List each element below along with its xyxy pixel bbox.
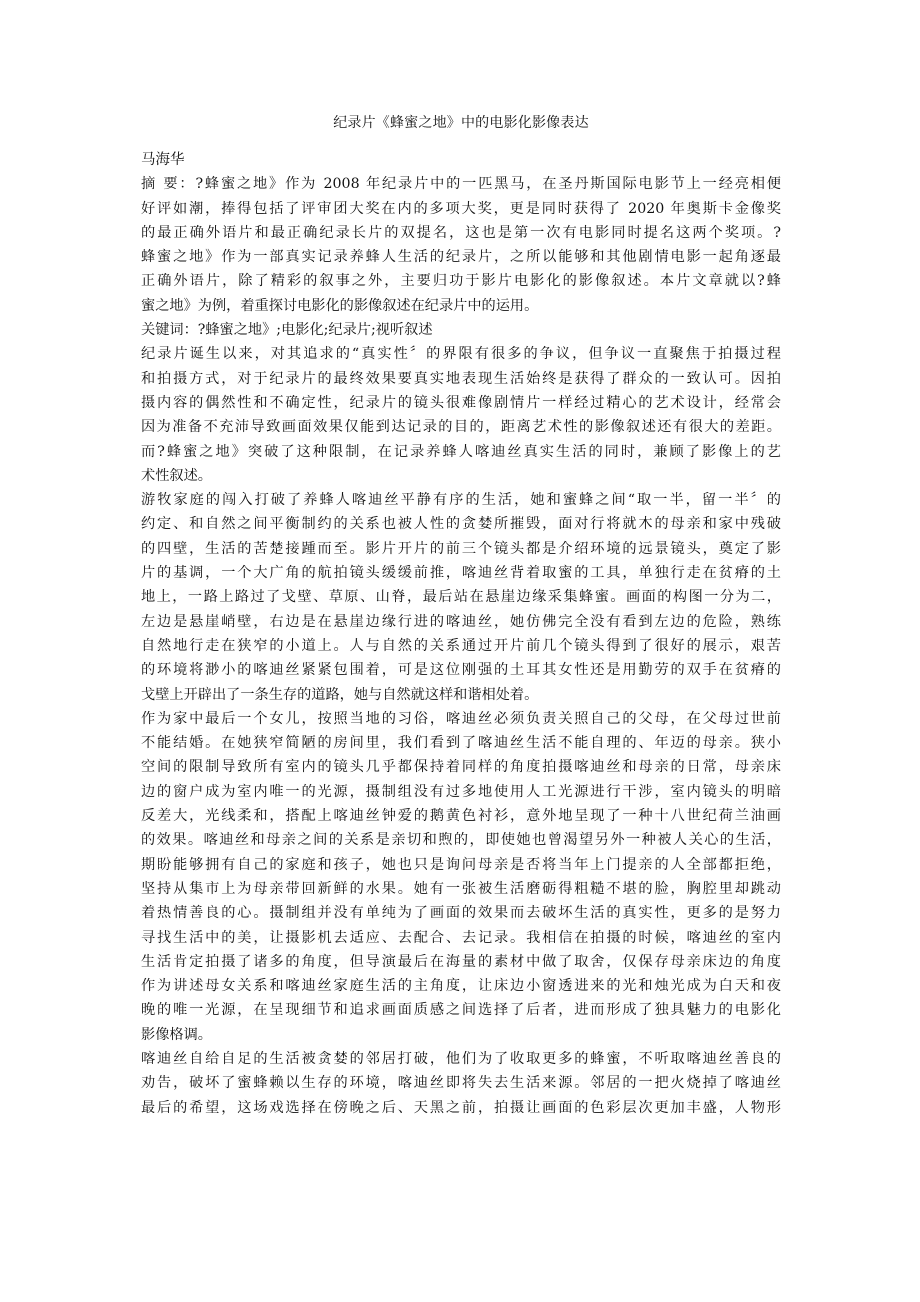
paragraph-line: 作为家中最后一个女儿，按照当地的习俗，喀迪丝必须负责关照自己的父母，在父母过世前 (141, 710, 781, 727)
paragraph-line: 着热情善良的心。摄制组并没有单纯为了画面的效果而去破坏生活的真实性，更多的是努力 (141, 905, 781, 922)
paragraph-line: 术性叙述。 (141, 467, 212, 484)
paragraph-line: 最后的希望，这场戏选择在傍晚之后、天黑之前，拍摄让画面的色彩层次更加丰盛，人物形 (141, 1099, 781, 1116)
paragraph-line: 的四壁，生活的苦楚接踵而至。影片开片的前三个镜头都是介绍环境的远景镜头，奠定了影 (141, 540, 781, 557)
paragraph-line: 戈壁上开辟出了一条生存的道路，她与自然就这样和谐相处着。 (141, 686, 539, 703)
paragraph-line: 劝告，破坏了蜜蜂赖以生存的环境，喀迪丝即将失去生活来源。邻居的一把火烧掉了喀迪丝 (141, 1075, 781, 1092)
paragraph-line: 地上，一路上路过了戈壁、草原、山脊，最后站在悬崖边缘采集蜂蜜。画面的构图一分为二， (141, 589, 781, 606)
paragraph-2 (141, 488, 781, 707)
abstract (141, 172, 781, 318)
paragraph-line: 喀迪丝自给自足的生活被贪婪的邻居打破，他们为了收取更多的蜂蜜，不听取喀迪丝善良的 (141, 1050, 781, 1067)
paragraph-line: 的环境将渺小的喀迪丝紧紧包围着，可是这位刚强的土耳其女性还是用勤劳的双手在贫瘠的 (141, 662, 781, 679)
paragraph-3 (141, 707, 781, 1047)
paragraph-line: 生活肯定拍摄了诸多的角度，但导演最后在海量的素材中做了取舍，仅保存母亲床边的角度 (141, 953, 781, 970)
abstract-line: 蜂蜜之地》作为一部真实记录养蜂人生活的纪录片，之所以能够和其他剧情电影一起角逐最 (141, 249, 781, 266)
abstract-line: 蜜之地》为例，着重探讨电影化的影像叙述在纪录片中的运用。 (141, 297, 539, 314)
paragraph-line: 作为讲述母女关系和喀迪丝家庭生活的主角度，让床边小窗透进来的光和烛光成为白天和夜 (141, 978, 781, 995)
paragraph-line: 坚持从集市上为母亲带回新鲜的水果。她有一张被生活磨砺得粗糙不堪的脸，胸腔里却跳动 (141, 880, 781, 897)
paragraph-line: 而?蜂蜜之地》突破了这种限制，在记录养蜂人喀迪丝真实生活的同时，兼顾了影像上的艺 (141, 443, 781, 460)
paragraph-line: 的效果。喀迪丝和母亲之间的关系是亲切和煦的，即使她也曾渴望另外一种被人关心的生活， (141, 832, 781, 849)
document-title: 纪录片《蜂蜜之地》中的电影化影像表达 (333, 115, 589, 131)
paragraph-line: 约定、和自然之间平衡制约的关系也被人性的贪婪所摧毁，面对行将就木的母亲和家中残破 (141, 516, 781, 533)
paragraph-line: 寻找生活中的美，让摄影机去适应、去配合、去记录。我相信在拍摄的时候，喀迪丝的室内 (141, 929, 781, 946)
paragraph-line: 片的基调，一个大广角的航拍镜头缓缓前推，喀迪丝背着取蜜的工具，单独行走在贫瘠的土 (141, 565, 781, 582)
abstract-line: 好评如潮，捧得包括了评审团大奖在内的多项大奖，更是同时获得了 2020 年奥斯卡金像奖 (141, 200, 781, 217)
paragraph-line: 左边是悬崖峭壁，右边是在悬崖边缘行进的喀迪丝，她仿佛完全没有看到左边的危险，熟练 (141, 613, 781, 630)
paragraph-line: 不能结婚。在她狭窄简陋的房间里，我们看到了喀迪丝生活不能自理的、年迈的母亲。狭小 (141, 735, 781, 752)
paragraph-line: 空间的限制导致所有室内的镜头几乎都保持着同样的角度拍摄喀迪丝和母亲的日常，母亲床 (141, 759, 781, 776)
paragraph-line: 游牧家庭的闯入打破了养蜂人喀迪丝平静有序的生活，她和蜜蜂之间“取一半，留一半〞的 (141, 492, 781, 509)
paragraph-1 (141, 342, 781, 488)
keywords: 关键词：?蜂蜜之地》;电影化;纪录片;视听叙述 (141, 322, 433, 339)
author-name: 马海华 (141, 152, 185, 168)
paragraph-4 (141, 1047, 781, 1120)
paragraph-line: 影像格调。 (141, 1026, 212, 1043)
paragraph-line: 边的窗户成为室内唯一的光源，摄制组没有过多地使用人工光源进行干涉，室内镜头的明暗 (141, 783, 781, 800)
paragraph-line: 晚的唯一光源，在呈现细节和追求画面质感之间选择了后者，进而形成了独具魅力的电影化 (141, 1002, 781, 1019)
paragraph-line: 期盼能够拥有自己的家庭和孩子，她也只是询问母亲是否将当年上门提亲的人全部都拒绝， (141, 856, 781, 873)
paragraph-line: 反差大，光线柔和，搭配上喀迪丝钟爱的鹅黄色衬衫，意外地呈现了一种十八世纪荷兰油画 (141, 808, 781, 825)
paragraph-line: 因为准备不充沛导致画面效果仅能到达记录的目的，距离艺术性的影像叙述还有很大的差距。 (141, 419, 781, 436)
paragraph-line: 和拍摄方式，对于纪录片的最终效果要真实地表现生活始终是获得了群众的一致认可。因拍 (141, 370, 781, 387)
paragraph-line: 自然地行走在狭窄的小道上。人与自然的关系通过开片前几个镜头得到了很好的展示，艰苦 (141, 637, 781, 654)
abstract-line: 的最正确外语片和最正确纪录长片的双提名，这也是第一次有电影同时提名这两个奖项。? (141, 224, 781, 241)
paragraph-line: 纪录片诞生以来，对其追求的“真实性〞的界限有很多的争议，但争议一直聚焦于拍摄过程 (141, 346, 781, 363)
paragraph-line: 摄内容的偶然性和不确定性，纪录片的镜头很难像剧情片一样经过精心的艺术设计，经常会 (141, 394, 781, 411)
abstract-line: 摘 要：?蜂蜜之地》作为 2008 年纪录片中的一匹黑马，在圣丹斯国际电影节上一经亮相便 (141, 176, 781, 193)
document-page (141, 112, 781, 1120)
abstract-line: 正确外语片，除了精彩的叙事之外，主要归功于影片电影化的影像叙述。本片文章就以?蜂 (141, 273, 781, 290)
